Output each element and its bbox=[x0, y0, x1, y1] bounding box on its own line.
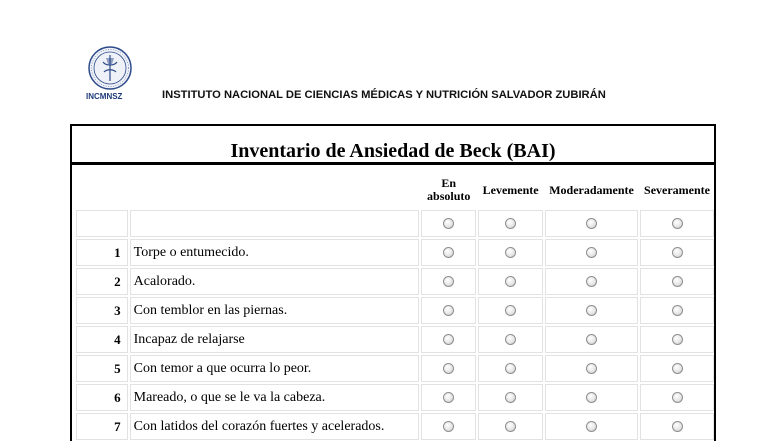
radio-q2-levemente[interactable] bbox=[505, 276, 516, 287]
radio-q7-en-absoluto[interactable] bbox=[443, 421, 454, 432]
radio-q2-en-absoluto[interactable] bbox=[443, 276, 454, 287]
header-blank-num bbox=[76, 170, 128, 208]
question-text: Acalorado. bbox=[130, 268, 420, 295]
question-row bbox=[76, 297, 714, 324]
radio-q7-severamente[interactable] bbox=[672, 421, 683, 432]
question-number: 2 bbox=[76, 268, 128, 295]
radio-q4-moderadamente[interactable] bbox=[586, 334, 597, 345]
radio-q7-moderadamente[interactable] bbox=[586, 421, 597, 432]
radio-q1-levemente[interactable] bbox=[505, 247, 516, 258]
blank-num-cell bbox=[76, 210, 128, 237]
radio-q5-levemente[interactable] bbox=[505, 363, 516, 374]
option-header-severamente: Severamente bbox=[644, 182, 710, 197]
question-row bbox=[76, 239, 714, 266]
radio-q1-en-absoluto[interactable] bbox=[443, 247, 454, 258]
radio-q4-severamente[interactable] bbox=[672, 334, 683, 345]
question-text: Con temblor en las piernas. bbox=[130, 297, 420, 324]
question-text: Con temor a que ocurra lo peor. bbox=[130, 355, 420, 382]
radio-q3-severamente[interactable] bbox=[672, 305, 683, 316]
question-row bbox=[76, 355, 714, 382]
radio-blank-severamente[interactable] bbox=[672, 218, 683, 229]
option-header-moderadamente: Moderadamente bbox=[549, 182, 634, 197]
institute-name: INSTITUTO NACIONAL DE CIENCIAS MÉDICAS Y NUTRICIÓN SALVADOR ZUBIRÁN bbox=[162, 89, 606, 101]
question-text: Mareado, o que se le va la cabeza. bbox=[130, 384, 420, 411]
radio-q3-en-absoluto[interactable] bbox=[443, 305, 454, 316]
radio-blank-moderadamente[interactable] bbox=[586, 218, 597, 229]
radio-q4-levemente[interactable] bbox=[505, 334, 516, 345]
radio-q2-severamente[interactable] bbox=[672, 276, 683, 287]
radio-q3-levemente[interactable] bbox=[505, 305, 516, 316]
form-title: Inventario de Ansiedad de Beck (BAI) bbox=[72, 126, 714, 165]
radio-q5-severamente[interactable] bbox=[672, 363, 683, 374]
question-row bbox=[76, 384, 714, 411]
question-number: 4 bbox=[76, 326, 128, 353]
option-header-levemente: Levemente bbox=[482, 182, 539, 197]
question-row bbox=[76, 268, 714, 295]
radio-blank-levemente[interactable] bbox=[505, 218, 516, 229]
radio-q6-moderadamente[interactable] bbox=[586, 392, 597, 403]
question-text: Incapaz de relajarse bbox=[130, 326, 420, 353]
question-number: 7 bbox=[76, 413, 128, 440]
radio-q2-moderadamente[interactable] bbox=[586, 276, 597, 287]
radio-q6-levemente[interactable] bbox=[505, 392, 516, 403]
radio-q1-moderadamente[interactable] bbox=[586, 247, 597, 258]
blank-row bbox=[76, 210, 714, 237]
questionnaire-panel bbox=[70, 124, 716, 441]
question-number: 6 bbox=[76, 384, 128, 411]
question-row bbox=[76, 413, 714, 440]
option-header-en-absoluto: En absoluto bbox=[427, 176, 471, 203]
radio-q5-en-absoluto[interactable] bbox=[443, 363, 454, 374]
question-row bbox=[76, 326, 714, 353]
radio-q1-severamente[interactable] bbox=[672, 247, 683, 258]
header-blank-text bbox=[130, 170, 420, 208]
radio-q7-levemente[interactable] bbox=[505, 421, 516, 432]
question-number: 1 bbox=[76, 239, 128, 266]
questionnaire-table bbox=[74, 168, 716, 441]
radio-q6-en-absoluto[interactable] bbox=[443, 392, 454, 403]
seal-icon bbox=[86, 44, 134, 92]
radio-q4-en-absoluto[interactable] bbox=[443, 334, 454, 345]
logo-label: INCMNSZ bbox=[86, 92, 123, 101]
question-number: 3 bbox=[76, 297, 128, 324]
radio-q6-severamente[interactable] bbox=[672, 392, 683, 403]
radio-q5-moderadamente[interactable] bbox=[586, 363, 597, 374]
blank-text-cell bbox=[130, 210, 420, 237]
radio-q3-moderadamente[interactable] bbox=[586, 305, 597, 316]
radio-blank-en-absoluto[interactable] bbox=[443, 218, 454, 229]
question-text: Torpe o entumecido. bbox=[130, 239, 420, 266]
options-header-row bbox=[76, 170, 714, 208]
question-text: Con latidos del corazón fuertes y acelerados. bbox=[130, 413, 420, 440]
question-number: 5 bbox=[76, 355, 128, 382]
